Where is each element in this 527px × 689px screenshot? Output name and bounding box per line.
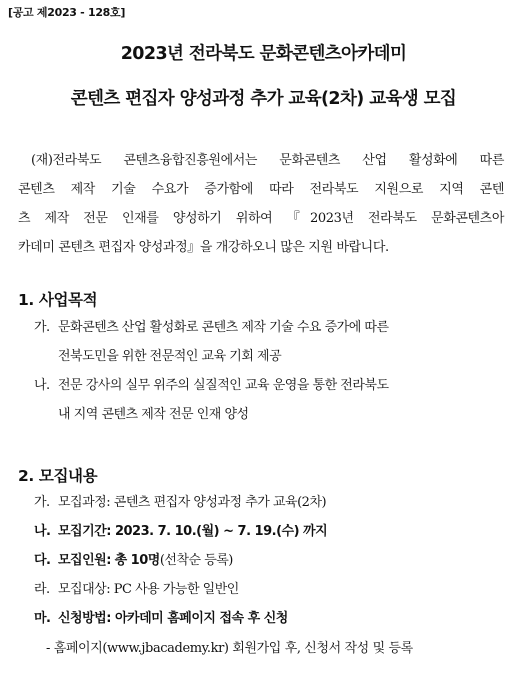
intro-paragraph — [18, 146, 504, 262]
item-marker: 가. — [34, 320, 50, 335]
item-text: 전문 강사의 실무 위주의 실질적인 교육 운영을 통한 전라북도 — [58, 378, 389, 393]
intro-line: 츠 제작 전문 인재를 양성하기 위하여 『2023년 전라북도 문화콘텐츠아 — [18, 211, 504, 226]
purpose-item — [34, 371, 508, 400]
recruit-item-target — [34, 575, 508, 604]
item-text: 문화콘텐츠 산업 활성화로 콘텐츠 제작 기술 수요 증가에 따른 — [58, 320, 389, 335]
recruit-item-period — [34, 517, 508, 546]
item-value-bold: 총 10명 — [114, 553, 160, 568]
item-marker: 가. — [34, 495, 50, 510]
item-value: 2023. 7. 10.(월) ~ 7. 19.(수) 까지 — [114, 524, 328, 539]
purpose-item-continuation: 내 지역 콘텐츠 제작 전문 인재 양성 — [58, 407, 249, 422]
item-label: 모집과정: — [58, 495, 111, 510]
section-heading-recruitment: 2. 모집내용 — [18, 467, 98, 485]
intro-line: (재)전라북도 콘텐츠융합진흥원에서는 문화콘텐츠 산업 활성화에 따른 — [31, 153, 504, 168]
item-marker: 라. — [34, 582, 50, 597]
item-marker: 다. — [34, 553, 51, 568]
recruit-item-course — [34, 488, 508, 517]
item-value-rest: (선착순 등록) — [159, 553, 233, 568]
intro-line: 콘텐츠 제작 기술 수요가 증가함에 따라 전라북도 지원으로 지역 콘텐 — [18, 182, 504, 197]
item-value: 아카데미 홈페이지 접속 후 신청 — [114, 611, 288, 626]
purpose-item — [34, 313, 508, 342]
recruit-item-headcount — [34, 546, 508, 575]
item-label: 모집인원: — [58, 553, 111, 568]
title-line-1: 2023년 전라북도 문화콘텐츠아카데미 — [120, 44, 407, 64]
item-marker: 나. — [34, 378, 50, 393]
title-line-2: 콘텐츠 편집자 양성과정 추가 교육(2차) 교육생 모집 — [70, 89, 457, 109]
purpose-item-continuation: 전북도민을 위한 전문적인 교육 기회 제공 — [58, 349, 282, 364]
item-label: 신청방법: — [58, 611, 111, 626]
item-marker: 나. — [34, 524, 51, 539]
notice-number: [공고 제2023 - 128호] — [8, 6, 126, 19]
item-value: PC 사용 가능한 일반인 — [113, 582, 239, 597]
homepage-note: - 홈페이지(www.jbacademy.kr) 회원가입 후, 신청서 작성 및 등록 — [46, 641, 413, 656]
item-value: 콘텐츠 편집자 양성과정 추가 교육(2차) — [113, 495, 327, 510]
recruit-item-method — [34, 604, 508, 633]
item-label: 모집기간: — [58, 524, 111, 539]
intro-line: 카데미 콘텐츠 편집자 양성과정』을 개강하오니 많은 지원 바랍니다. — [18, 240, 389, 255]
section-heading-purpose: 1. 사업목적 — [18, 291, 98, 309]
item-label: 모집대상: — [58, 582, 111, 597]
item-marker: 마. — [34, 611, 51, 626]
